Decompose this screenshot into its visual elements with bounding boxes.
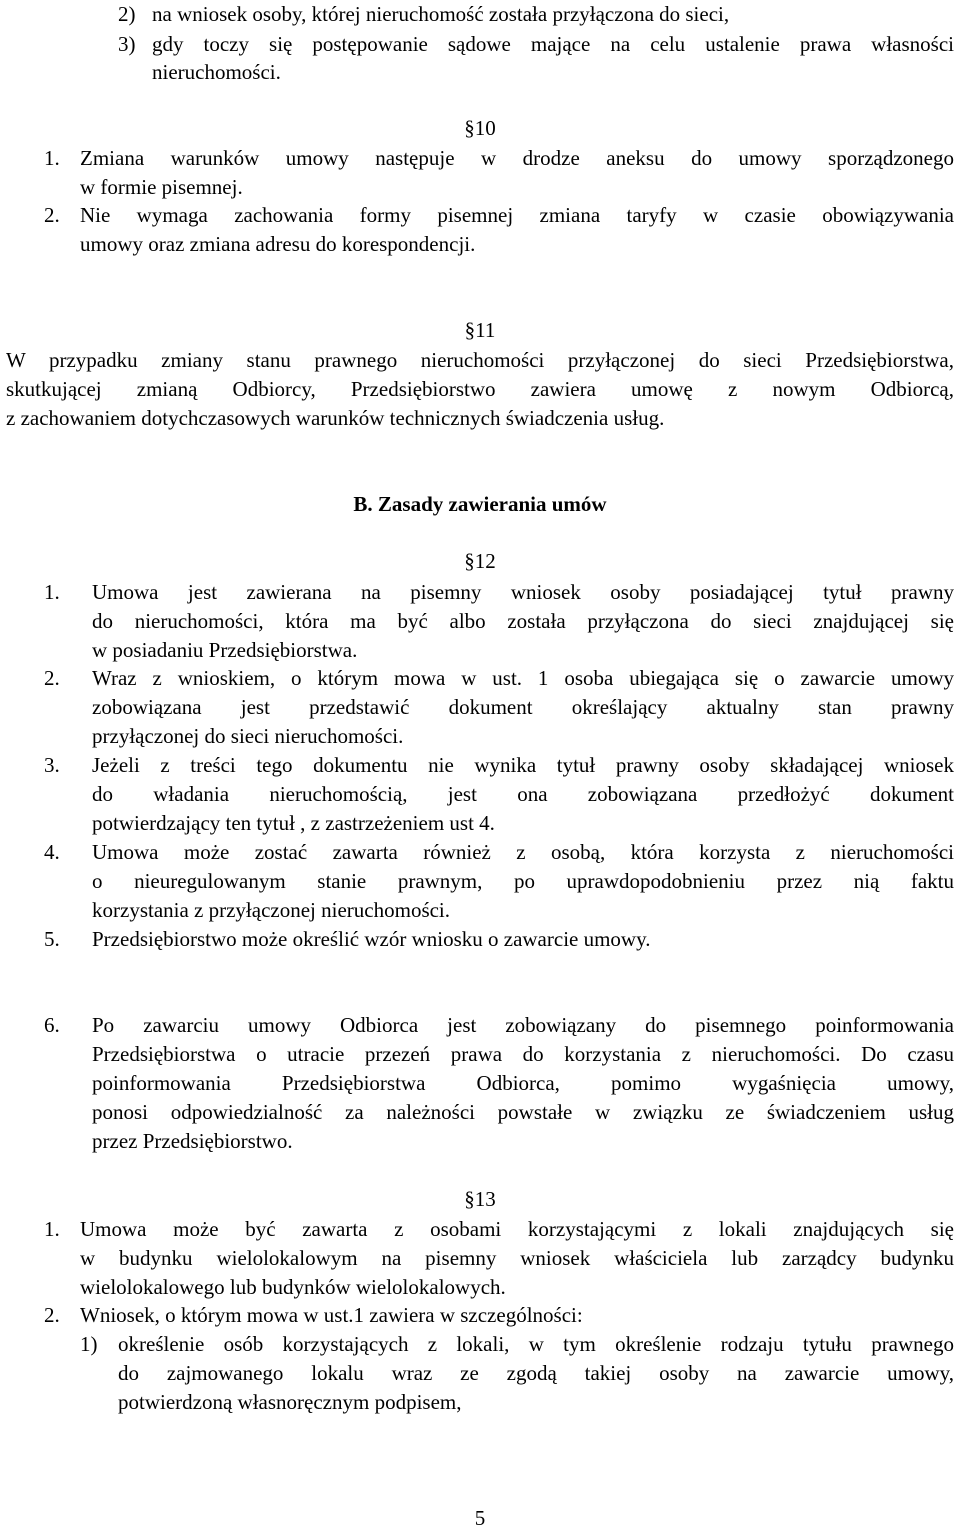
- section-heading-11: §11: [464, 318, 496, 342]
- list-item-text: Umowa może być zawarta z osobami korzystającymi z lokali znajdujących się: [80, 1217, 954, 1241]
- list-item-text: Umowa jest zawierana na pisemny wniosek osoby posiadającej tytuł prawny: [92, 580, 954, 604]
- list-item-text: Umowa może zostać zawarta również z osobą, która korzysta z nieruchomości: [92, 840, 954, 864]
- page-number: 5: [474, 1506, 486, 1530]
- paragraph-line: W przypadku zmiany stanu prawnego nieruchomości przyłączonej do sieci Przedsiębiorstwa,: [6, 348, 954, 372]
- sublist-item-text: potwierdzoną własnoręcznym podpisem,: [118, 1390, 462, 1414]
- list-number: 3.: [44, 753, 60, 777]
- paragraph-line: skutkującej zmianą Odbiorcy, Przedsiębiorstwo zawiera umowę z nowym Odbiorcą,: [6, 377, 954, 401]
- list-number: 1.: [44, 146, 60, 170]
- list-number: 2): [118, 2, 136, 26]
- list-item-text: w posiadaniu Przedsiębiorstwa.: [92, 638, 358, 662]
- list-item-text: przez Przedsiębiorstwo.: [92, 1129, 293, 1153]
- list-item-text: nieruchomości.: [152, 60, 281, 84]
- list-item-text: korzystania z przyłączonej nieruchomości.: [92, 898, 451, 922]
- section-heading-13: §13: [464, 1187, 496, 1211]
- paragraph-line: z zachowaniem dotychczasowych warunków technicznych świadczenia usług.: [6, 406, 665, 430]
- list-number: 3): [118, 32, 136, 56]
- list-item-text: w budynku wielolokalowym na pisemny wniosek właściciela lub zarządcy budynku: [80, 1246, 954, 1270]
- list-number: 5.: [44, 927, 60, 951]
- list-number: 1.: [44, 580, 60, 604]
- sublist-item-text: określenie osób korzystających z lokali, w tym określenie rodzaju tytułu prawnego: [118, 1332, 954, 1356]
- list-item-text: Przedsiębiorstwa o utracie przezeń prawa do korzystania z nieruchomości. Do czasu: [92, 1042, 954, 1066]
- section-heading-12: §12: [464, 549, 496, 573]
- list-item-text: zobowiązana jest przedstawić dokument określający aktualny stan prawny: [92, 695, 954, 719]
- list-number: 2.: [44, 666, 60, 690]
- chapter-heading: B. Zasady zawierania umów: [353, 492, 607, 516]
- list-item-text: do władania nieruchomością, jest ona zobowiązana przedłożyć dokument: [92, 782, 954, 806]
- list-number: 6.: [44, 1013, 60, 1037]
- list-item-text: Po zawarciu umowy Odbiorca jest zobowiązany do pisemnego poinformowania: [92, 1013, 954, 1037]
- list-item-text: o nieuregulowanym stanie prawnym, po uprawdopodobnieniu przez nią faktu: [92, 869, 954, 893]
- list-number: 1.: [44, 1217, 60, 1241]
- list-item-text: Wniosek, o którym mowa w ust.1 zawiera w szczególności:: [80, 1303, 583, 1327]
- list-item-text: do nieruchomości, która ma być albo została przyłączona do sieci znajdującej się: [92, 609, 954, 633]
- sublist-number: 1): [80, 1332, 98, 1356]
- list-item-text: w formie pisemnej.: [80, 175, 243, 199]
- sublist-item-text: do zajmowanego lokalu wraz ze zgodą takiej osoby na zawarcie umowy,: [118, 1361, 954, 1385]
- list-item-text: gdy toczy się postępowanie sądowe mające na celu ustalenie prawa własności: [152, 32, 954, 56]
- list-item-text: na wniosek osoby, której nieruchomość została przyłączona do sieci,: [152, 2, 730, 26]
- list-item-text: przyłączonej do sieci nieruchomości.: [92, 724, 404, 748]
- list-item-text: Przedsiębiorstwo może określić wzór wniosku o zawarcie umowy.: [92, 927, 651, 951]
- list-number: 2.: [44, 1303, 60, 1327]
- list-item-text: Wraz z wnioskiem, o którym mowa w ust. 1 osoba ubiegająca się o zawarcie umowy: [92, 666, 954, 690]
- list-item-text: Jeżeli z treści tego dokumentu nie wynika tytuł prawny osoby składającej wniosek: [92, 753, 954, 777]
- list-item-text: potwierdzający ten tytuł , z zastrzeżeniem ust 4.: [92, 811, 495, 835]
- list-item-text: wielolokalowego lub budynków wielolokalowych.: [80, 1275, 506, 1299]
- list-item-text: umowy oraz zmiana adresu do korespondencji.: [80, 232, 476, 256]
- list-number: 2.: [44, 203, 60, 227]
- list-item-text: Zmiana warunków umowy następuje w drodze aneksu do umowy sporządzonego: [80, 146, 954, 170]
- list-item-text: Nie wymaga zachowania formy pisemnej zmiana taryfy w czasie obowiązywania: [80, 203, 954, 227]
- list-item-text: ponosi odpowiedzialność za należności powstałe w związku ze świadczeniem usług: [92, 1100, 954, 1124]
- section-heading-10: §10: [464, 116, 496, 140]
- list-number: 4.: [44, 840, 60, 864]
- list-item-text: poinformowania Przedsiębiorstwa Odbiorca, pomimo wygaśnięcia umowy,: [92, 1071, 954, 1095]
